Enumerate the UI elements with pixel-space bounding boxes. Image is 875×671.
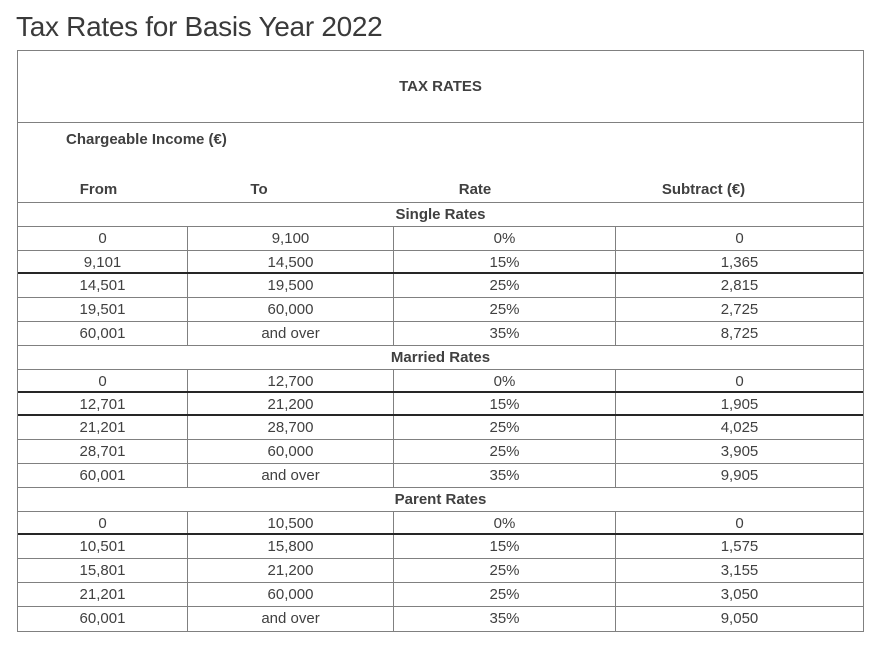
cell-from: 60,001 (18, 322, 188, 345)
table-row (18, 440, 863, 464)
column-header-rate: Rate (458, 181, 492, 198)
table-header-block (18, 123, 863, 203)
cell-rate: 25% (394, 559, 616, 582)
column-header-from: From (79, 181, 118, 198)
cell-subtract: 8,725 (720, 325, 759, 342)
table-section (18, 488, 863, 631)
cell-to: 9,100 (188, 227, 394, 250)
cell-from: 0 (18, 227, 188, 250)
cell-from: 14,501 (18, 274, 188, 297)
cell-from: 0 (18, 370, 188, 391)
cell-to: 60,000 (188, 583, 394, 606)
cell-to: and over (188, 464, 394, 487)
cell-to: 10,500 (188, 512, 394, 533)
cell-to: 12,700 (188, 370, 394, 391)
section-rows (18, 370, 863, 488)
page-title: Tax Rates for Basis Year 2022 (16, 11, 383, 42)
cell-to: and over (188, 607, 394, 631)
cell-rate: 25% (394, 583, 616, 606)
cell-subtract: 0 (735, 230, 744, 247)
table-row (18, 322, 863, 346)
tax-rates-table (17, 50, 864, 632)
table-row (18, 583, 863, 607)
cell-subtract: 1,905 (720, 396, 759, 413)
cell-from: 9,101 (18, 251, 188, 272)
table-row (18, 559, 863, 583)
column-headers (18, 181, 863, 198)
table-section (18, 203, 863, 346)
cell-subtract: 3,905 (720, 443, 759, 460)
cell-from: 12,701 (18, 393, 188, 414)
cell-rate: 15% (394, 393, 616, 414)
table-row (18, 251, 863, 274)
cell-rate: 35% (394, 464, 616, 487)
cell-rate: 25% (394, 274, 616, 297)
cell-to: 60,000 (188, 440, 394, 463)
table-row (18, 274, 863, 298)
cell-to: 28,700 (188, 416, 394, 439)
section-title-parent-rates: Parent Rates (18, 488, 863, 512)
cell-to: 19,500 (188, 274, 394, 297)
table-row (18, 607, 863, 631)
table-row (18, 393, 863, 416)
cell-subtract: 1,575 (720, 538, 759, 555)
cell-rate: 25% (394, 440, 616, 463)
table-row (18, 512, 863, 535)
cell-subtract: 1,365 (720, 254, 759, 271)
cell-subtract: 9,905 (720, 467, 759, 484)
cell-subtract: 4,025 (720, 419, 759, 436)
cell-rate: 0% (394, 512, 616, 533)
column-header-subtract: Subtract (€) (661, 181, 746, 198)
column-header-spacer (796, 181, 863, 198)
cell-subtract: 9,050 (720, 610, 759, 627)
cell-from: 21,201 (18, 583, 188, 606)
cell-from: 60,001 (18, 464, 188, 487)
table-row (18, 416, 863, 440)
cell-from: 0 (18, 512, 188, 533)
table-row (18, 227, 863, 251)
cell-subtract: 3,155 (720, 562, 759, 579)
column-header-to: To (250, 181, 268, 198)
cell-subtract: 2,725 (720, 301, 759, 318)
cell-from: 10,501 (18, 535, 188, 558)
cell-to: 14,500 (188, 251, 394, 272)
table-row (18, 370, 863, 393)
table-body (18, 203, 863, 631)
chargeable-income-header: Chargeable Income (€) (66, 131, 227, 148)
cell-to: 60,000 (188, 298, 394, 321)
cell-rate: 25% (394, 416, 616, 439)
cell-to: 21,200 (188, 393, 394, 414)
cell-from: 60,001 (18, 607, 188, 631)
table-title: TAX RATES (18, 51, 863, 123)
table-row (18, 464, 863, 488)
cell-from: 15,801 (18, 559, 188, 582)
cell-rate: 25% (394, 298, 616, 321)
cell-from: 28,701 (18, 440, 188, 463)
table-row (18, 298, 863, 322)
table-row (18, 535, 863, 559)
cell-rate: 0% (394, 227, 616, 250)
cell-subtract: 0 (735, 515, 744, 532)
section-rows (18, 512, 863, 631)
cell-to: 21,200 (188, 559, 394, 582)
cell-to: 15,800 (188, 535, 394, 558)
cell-to: and over (188, 322, 394, 345)
cell-subtract: 3,050 (720, 586, 759, 603)
cell-subtract: 0 (735, 373, 744, 390)
section-title-married-rates: Married Rates (18, 346, 863, 370)
cell-rate: 35% (394, 322, 616, 345)
cell-from: 21,201 (18, 416, 188, 439)
section-title-single-rates: Single Rates (18, 203, 863, 227)
cell-rate: 15% (394, 535, 616, 558)
cell-rate: 35% (394, 607, 616, 631)
cell-subtract: 2,815 (720, 277, 759, 294)
cell-rate: 15% (394, 251, 616, 272)
cell-rate: 0% (394, 370, 616, 391)
section-rows (18, 227, 863, 346)
cell-from: 19,501 (18, 298, 188, 321)
table-section (18, 346, 863, 488)
